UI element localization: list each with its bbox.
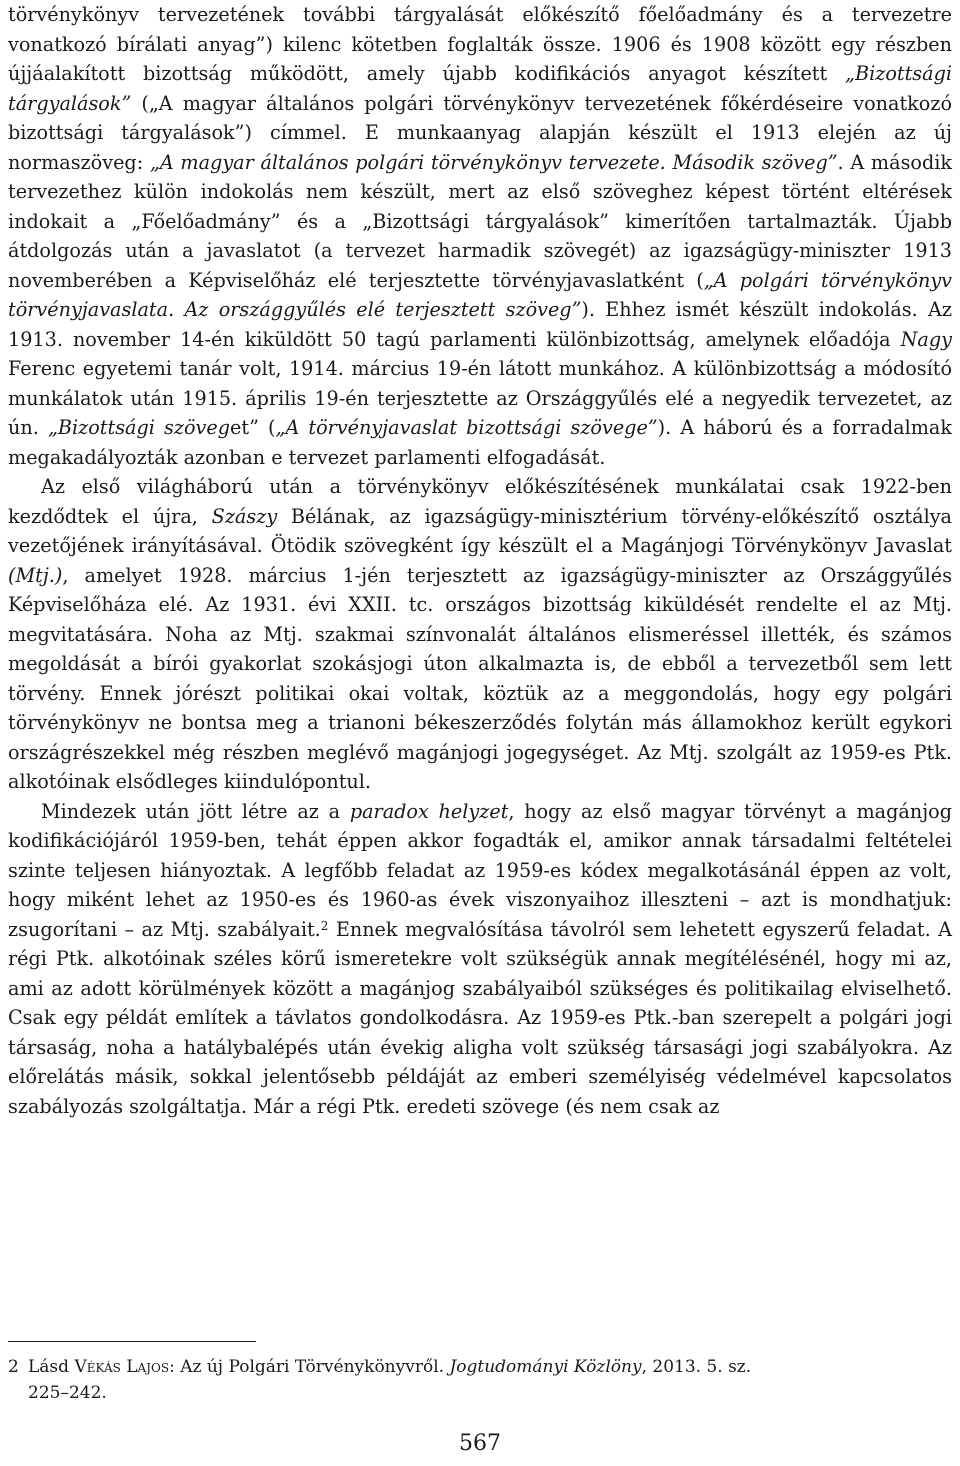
italic-text: „Bizottsági tárgyalások”: [8, 62, 952, 115]
footnote-issue: , 2013. 5. sz.: [641, 1357, 752, 1377]
text-run: törvénykönyv tervezetének további tárgyalását előkészítő főelőadmány és a tervezetre vonatkozó bírálati anyag”) kilenc kötetben foglalták össze. 1906 és 1908 között egy részben újjáalakított bizottság működött, amely újabb kodifikációs anyagot készített: [8, 3, 952, 85]
italic-text: paradox helyzet: [349, 799, 509, 823]
text-run: Mindezek után jött létre az a: [41, 799, 350, 823]
footnote-separator: [8, 1341, 256, 1342]
text-run: ). Ehhez ismét készült indokolás. Az 1913. november 14-én kiküldött 50 tagú parlamenti különbizottság, amelynek előadója: [8, 298, 952, 351]
text-run: . A második tervezethez külön indokolás nem készült, mert az első szöveghez képest történt eltérések indokait a „Főelőadmány” és a „Bizottsági tárgyalások” kimerítően tartalmazták. Újabb átdolgozás után a javaslatot (a tervezet harmadik szövegét) az igazságügy-miniszter 1913 novemberében a Képviselőház elé terjesztette törvényjavaslatként (: [8, 150, 953, 292]
footnote-journal: Jogtudományi Közlöny: [449, 1357, 642, 1377]
paragraph: [8, 0, 952, 472]
text-run: et” (: [230, 416, 276, 439]
text-run: („A magyar általános polgári törvénykönyv tervezetének főkérdéseire vonatkozó bizottsági tárgyalások”) címmel. E munkaanyag alapján készült el 1913 elején az új normaszöveg:: [8, 91, 952, 174]
italic-text: „Bizottsági szöveg: [47, 416, 231, 439]
text-run: , amelyet 1928. március 1-jén terjesztett az igazságügy-miniszter az Országgyűlés Képviselőháza elé. Az 1931. évi XXII. tc. országos bizottság kiküldését rendelte el az Mtj. megvitatására. Noha az Mtj. szakmai színvonalát általános elismeréssel illették, és számos megoldását a bírói gyakorlat szokásjogi úton alkalmazta is, de ebből a tervezetből sem lett törvény. Ennek jórészt politikai okai voltak, köztük az a meggondolás, hogy egy polgári törvénykönyv ne bontsa meg a trianoni békeszerződés folytán más államokhoz került egykori országrészekkel még részben meglévő magánjogi jogegységet. Az Mtj. szolgált az 1959-es Ptk. alkotóinak elsődleges kiindulópontul.: [8, 563, 952, 793]
document-page: [8, 0, 953, 1456]
text-run: Ferenc egyetemi tanár volt, 1914. március 19-én látott munkához. A különbizottság a módosító munkálatok után 1915. április 19-én terjesztette az Országgyűlés elé a negyedik tervezetet, az ún.: [8, 357, 952, 439]
text-run: Az első világháború után a törvénykönyv előkészítésének munkálatai csak 1922-ben kezdődtek el újra,: [8, 475, 952, 528]
italic-text: Szászy: [211, 504, 278, 528]
footnote-marker: 2: [8, 1357, 19, 1377]
italic-text: Nagy: [900, 327, 952, 351]
text-run: ). A háború és a forradalmak megakadályozták azonban e tervezet parlamenti elfogadását.: [8, 416, 952, 469]
text-run: Ennek megvalósítása távolról sem lehetett egyszerű feladat. A régi Ptk. alkotóinak széles körű ismeretekre volt szükségük annak megítélésénél, hogy mi az, ami az adott körülmények között a magánjog szabályaiból szükséges és politikailag elviselhető. Csak egy példát említek a távlatos gondolkodásra. Az 1959-es Ptk.-ban szerepelt a polgári jogi társaság, noha a hatálybalépés után évekig aligha volt szükség társasági jogi szabályokra. Az előrelátás másik, sokkal jelentősebb példáját az emberi személyiség védelmével kapcsolatos szabályozás szolgáltatja. Már a régi Ptk. eredeti szövege (és nem csak az: [8, 917, 952, 1118]
footnote-author: Vékás Lajos: [74, 1357, 170, 1377]
text-run: Bélának, az igazságügy-minisztérium törvény-előkészítő osztálya vezetőjének irányításával. Ötödik szövegként így készült el a Magánjogi Törvénykönyv Javaslat: [8, 504, 952, 557]
footnote-reference: 2: [320, 918, 329, 933]
page-number: 567: [459, 1431, 501, 1456]
italic-text: „A törvényjavaslat bizottsági szövege”: [275, 416, 658, 439]
italic-text: „A magyar általános polgári törvénykönyv tervezete. Második szöveg”: [149, 150, 838, 174]
paragraph: [8, 472, 952, 797]
italic-text: „A polgári törvénykönyv törvényjavaslata. Az országgyűlés elé terjesztett szöveg”: [8, 268, 952, 321]
italic-text: (Mtj.): [8, 563, 63, 587]
text-run: , hogy az első magyar törvényt a magánjog kodifikációjáról 1959-ben, tehát éppen akkor fogadták el, amikor annak társadalmi feltételei szinte teljesen hiányoztak. A legfőbb feladat az 1959-es kódex megalkotásánál éppen az volt, hogy miként lehet az 1950-es és 1960-as évek viszonyaihoz illeszteni – azt is mondhatjuk: zsugorítani – az Mtj. szabályait.: [8, 799, 952, 941]
footnote-line-1: [8, 1354, 952, 1380]
body-text: [8, 0, 952, 1121]
footnote-line-2: 225–242.: [28, 1383, 107, 1403]
footnote-title: : Az új Polgári Törvénykönyvről.: [169, 1357, 450, 1377]
footnote: [8, 1354, 952, 1406]
paragraph: [8, 797, 952, 1122]
footnote-text-prefix: Lásd: [28, 1357, 75, 1377]
